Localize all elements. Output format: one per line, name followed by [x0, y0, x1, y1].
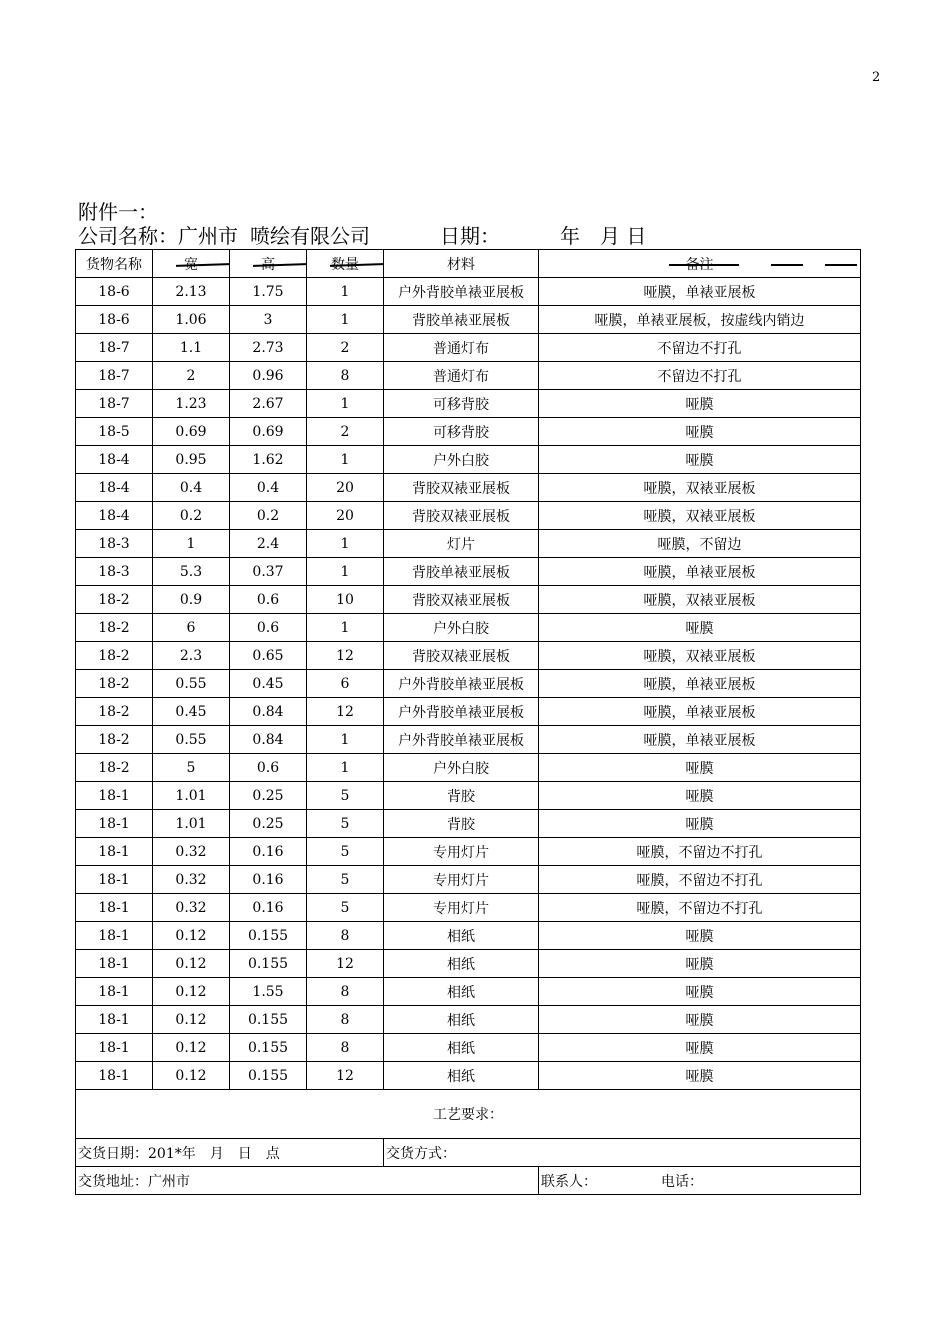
cell-qty: 10 [307, 586, 384, 614]
cell-width: 0.12 [153, 1006, 230, 1034]
cell-height: 0.155 [230, 1062, 307, 1090]
cell-width: 5 [153, 754, 230, 782]
cell-width: 0.95 [153, 446, 230, 474]
cell-height: 0.16 [230, 894, 307, 922]
cell-name: 18-1 [76, 978, 153, 1006]
cell-name: 18-4 [76, 446, 153, 474]
delivery-row [76, 1139, 861, 1167]
cell-remark: 哑膜 [539, 978, 861, 1006]
table-row [76, 894, 861, 922]
cell-qty: 8 [307, 1006, 384, 1034]
cell-remark: 哑膜，单裱亚展板 [539, 726, 861, 754]
cell-material: 相纸 [384, 922, 539, 950]
cell-qty: 12 [307, 950, 384, 978]
cell-qty: 8 [307, 978, 384, 1006]
cell-material: 户外背胶单裱亚展板 [384, 278, 539, 306]
cell-name: 18-1 [76, 1034, 153, 1062]
cell-height: 0.84 [230, 726, 307, 754]
table-row [76, 390, 861, 418]
cell-material: 户外背胶单裱亚展板 [384, 670, 539, 698]
table-row [76, 1034, 861, 1062]
table-row [76, 670, 861, 698]
cell-width: 0.12 [153, 950, 230, 978]
company-label: 公司名称：广州市 [78, 224, 238, 248]
cell-remark: 哑膜 [539, 1006, 861, 1034]
table-row [76, 978, 861, 1006]
table-row [76, 334, 861, 362]
cell-material: 户外背胶单裱亚展板 [384, 698, 539, 726]
table-row [76, 278, 861, 306]
delivery-method: 交货方式： [384, 1139, 861, 1167]
table-row [76, 838, 861, 866]
cell-remark: 哑膜 [539, 390, 861, 418]
cell-material: 背胶单裱亚展板 [384, 306, 539, 334]
cell-remark: 哑膜 [539, 950, 861, 978]
table-row [76, 754, 861, 782]
cell-qty: 1 [307, 558, 384, 586]
cell-qty: 8 [307, 362, 384, 390]
cell-material: 户外背胶单裱亚展板 [384, 726, 539, 754]
cell-material: 专用灯片 [384, 866, 539, 894]
cell-width: 1 [153, 530, 230, 558]
cell-name: 18-3 [76, 530, 153, 558]
cell-name: 18-1 [76, 1006, 153, 1034]
cell-height: 2.73 [230, 334, 307, 362]
cell-width: 0.12 [153, 1034, 230, 1062]
cell-remark: 哑膜 [539, 810, 861, 838]
cell-remark: 哑膜，双裱亚展板 [539, 474, 861, 502]
table-row [76, 866, 861, 894]
cell-material: 可移背胶 [384, 418, 539, 446]
col-header-material: 材料 [384, 250, 539, 278]
table-row [76, 446, 861, 474]
cell-height: 0.96 [230, 362, 307, 390]
table-row [76, 530, 861, 558]
cell-qty: 2 [307, 334, 384, 362]
date-month: 月 [600, 224, 620, 248]
cell-height: 0.65 [230, 642, 307, 670]
table-row [76, 586, 861, 614]
cell-qty: 12 [307, 642, 384, 670]
table-row [76, 362, 861, 390]
process-requirement-row [76, 1090, 861, 1139]
cell-material: 相纸 [384, 1062, 539, 1090]
cell-material: 普通灯布 [384, 334, 539, 362]
cell-qty: 5 [307, 782, 384, 810]
cell-material: 相纸 [384, 978, 539, 1006]
col-header-qty: 数量 [307, 250, 384, 278]
cell-height: 1.62 [230, 446, 307, 474]
cell-name: 18-4 [76, 474, 153, 502]
table-header [76, 250, 861, 278]
cell-remark: 哑膜，单裱亚展板 [539, 670, 861, 698]
company-name: 喷绘有限公司 [250, 224, 370, 248]
cell-name: 18-6 [76, 306, 153, 334]
cell-remark: 哑膜 [539, 614, 861, 642]
cell-width: 1.1 [153, 334, 230, 362]
cell-remark: 哑膜，双裱亚展板 [539, 586, 861, 614]
table-row [76, 698, 861, 726]
process-requirement: 工艺要求： [76, 1090, 861, 1139]
cell-qty: 1 [307, 530, 384, 558]
cell-remark: 哑膜，不留边不打孔 [539, 838, 861, 866]
cell-height: 0.25 [230, 782, 307, 810]
cell-material: 相纸 [384, 1006, 539, 1034]
cell-name: 18-1 [76, 950, 153, 978]
col-header-width: 宽 [153, 250, 230, 278]
delivery-address: 交货地址：广州市 [76, 1167, 539, 1195]
cell-width: 0.12 [153, 1062, 230, 1090]
cell-material: 背胶双裱亚展板 [384, 642, 539, 670]
cell-remark: 哑膜，双裱亚展板 [539, 642, 861, 670]
cell-name: 18-7 [76, 390, 153, 418]
cell-name: 18-1 [76, 838, 153, 866]
table-row [76, 474, 861, 502]
cell-remark: 哑膜，单裱亚展板 [539, 278, 861, 306]
cell-remark: 哑膜 [539, 1034, 861, 1062]
cell-qty: 12 [307, 698, 384, 726]
cell-qty: 2 [307, 418, 384, 446]
contact-label: 联系人： [541, 1173, 597, 1190]
cell-material: 专用灯片 [384, 838, 539, 866]
cell-height: 0.6 [230, 754, 307, 782]
cell-name: 18-1 [76, 894, 153, 922]
cell-width: 0.45 [153, 698, 230, 726]
cell-height: 0.6 [230, 586, 307, 614]
cell-qty: 12 [307, 1062, 384, 1090]
cell-qty: 20 [307, 502, 384, 530]
cell-height: 3 [230, 306, 307, 334]
cell-height: 0.155 [230, 1006, 307, 1034]
cell-material: 普通灯布 [384, 362, 539, 390]
cell-height: 0.16 [230, 866, 307, 894]
cell-width: 0.55 [153, 726, 230, 754]
cell-qty: 8 [307, 922, 384, 950]
cell-name: 18-7 [76, 334, 153, 362]
date-day: 日 [626, 224, 647, 248]
cell-width: 2.3 [153, 642, 230, 670]
cell-width: 0.2 [153, 502, 230, 530]
cell-material: 背胶 [384, 810, 539, 838]
cell-width: 0.9 [153, 586, 230, 614]
cell-remark: 哑膜 [539, 754, 861, 782]
cell-remark: 哑膜，不留边不打孔 [539, 866, 861, 894]
cell-qty: 5 [307, 894, 384, 922]
cell-material: 户外白胶 [384, 446, 539, 474]
cell-height: 0.37 [230, 558, 307, 586]
cell-name: 18-2 [76, 698, 153, 726]
cell-width: 2 [153, 362, 230, 390]
cell-name: 18-2 [76, 754, 153, 782]
cell-material: 背胶双裱亚展板 [384, 586, 539, 614]
cell-name: 18-3 [76, 558, 153, 586]
cell-height: 0.4 [230, 474, 307, 502]
cell-material: 专用灯片 [384, 894, 539, 922]
cell-height: 0.69 [230, 418, 307, 446]
table-row [76, 950, 861, 978]
cell-width: 6 [153, 614, 230, 642]
table-row [76, 306, 861, 334]
table-row [76, 782, 861, 810]
cell-material: 户外白胶 [384, 754, 539, 782]
cell-material: 灯片 [384, 530, 539, 558]
cell-height: 0.155 [230, 950, 307, 978]
cell-remark: 哑膜，不留边 [539, 530, 861, 558]
contact-cell [539, 1167, 861, 1195]
company-line [78, 224, 646, 248]
cell-height: 2.67 [230, 390, 307, 418]
cell-remark: 哑膜 [539, 922, 861, 950]
cell-remark: 哑膜 [539, 782, 861, 810]
cell-remark: 哑膜 [539, 418, 861, 446]
cell-width: 0.55 [153, 670, 230, 698]
table-row [76, 1062, 861, 1090]
cell-name: 18-6 [76, 278, 153, 306]
cell-width: 0.12 [153, 922, 230, 950]
cell-height: 0.6 [230, 614, 307, 642]
cell-height: 0.45 [230, 670, 307, 698]
cell-qty: 1 [307, 446, 384, 474]
cell-height: 2.4 [230, 530, 307, 558]
cell-remark: 哑膜 [539, 1062, 861, 1090]
cell-material: 背胶双裱亚展板 [384, 502, 539, 530]
table-row [76, 558, 861, 586]
cell-qty: 1 [307, 306, 384, 334]
cell-qty: 1 [307, 390, 384, 418]
cell-width: 0.4 [153, 474, 230, 502]
table-row [76, 922, 861, 950]
date-year: 年 [560, 224, 580, 248]
cell-qty: 20 [307, 474, 384, 502]
cell-material: 户外白胶 [384, 614, 539, 642]
cell-material: 相纸 [384, 1034, 539, 1062]
table-row [76, 642, 861, 670]
cell-height: 0.16 [230, 838, 307, 866]
cell-remark: 哑膜，双裱亚展板 [539, 502, 861, 530]
cell-qty: 1 [307, 278, 384, 306]
cell-remark: 哑膜 [539, 446, 861, 474]
cell-qty: 8 [307, 1034, 384, 1062]
cell-width: 1.23 [153, 390, 230, 418]
cell-remark: 哑膜，不留边不打孔 [539, 894, 861, 922]
cell-name: 18-2 [76, 586, 153, 614]
phone-label: 电话： [661, 1173, 703, 1190]
order-table [75, 249, 861, 1195]
cell-name: 18-1 [76, 782, 153, 810]
cell-height: 0.25 [230, 810, 307, 838]
cell-remark: 哑膜，单裱亚展板 [539, 558, 861, 586]
cell-width: 5.3 [153, 558, 230, 586]
cell-name: 18-1 [76, 866, 153, 894]
cell-width: 1.06 [153, 306, 230, 334]
cell-name: 18-4 [76, 502, 153, 530]
cell-material: 背胶单裱亚展板 [384, 558, 539, 586]
cell-name: 18-2 [76, 642, 153, 670]
cell-remark: 哑膜，单裱亚展板 [539, 698, 861, 726]
date-label: 日期： [440, 224, 500, 248]
attachment-title: 附件一： [78, 200, 158, 224]
cell-name: 18-1 [76, 810, 153, 838]
cell-material: 背胶双裱亚展板 [384, 474, 539, 502]
table-row [76, 614, 861, 642]
cell-qty: 1 [307, 726, 384, 754]
cell-name: 18-2 [76, 670, 153, 698]
cell-qty: 1 [307, 754, 384, 782]
cell-remark: 哑膜，单裱亚展板，按虚线内销边 [539, 306, 861, 334]
cell-height: 1.55 [230, 978, 307, 1006]
table-row [76, 1006, 861, 1034]
table-row [76, 502, 861, 530]
cell-height: 0.155 [230, 922, 307, 950]
cell-height: 0.2 [230, 502, 307, 530]
cell-name: 18-2 [76, 726, 153, 754]
cell-name: 18-1 [76, 1062, 153, 1090]
cell-height: 0.155 [230, 1034, 307, 1062]
cell-material: 可移背胶 [384, 390, 539, 418]
cell-material: 相纸 [384, 950, 539, 978]
cell-width: 2.13 [153, 278, 230, 306]
cell-width: 1.01 [153, 810, 230, 838]
page-number: 2 [872, 70, 881, 85]
table-row [76, 810, 861, 838]
cell-height: 1.75 [230, 278, 307, 306]
cell-width: 0.12 [153, 978, 230, 1006]
col-header-name: 货物名称 [76, 250, 153, 278]
cell-name: 18-7 [76, 362, 153, 390]
address-row [76, 1167, 861, 1195]
cell-qty: 6 [307, 670, 384, 698]
cell-remark: 不留边不打孔 [539, 334, 861, 362]
table-row [76, 418, 861, 446]
cell-material: 背胶 [384, 782, 539, 810]
col-header-remark: 备注 [539, 250, 861, 278]
cell-name: 18-2 [76, 614, 153, 642]
cell-height: 0.84 [230, 698, 307, 726]
cell-qty: 5 [307, 866, 384, 894]
cell-width: 0.32 [153, 838, 230, 866]
cell-width: 0.32 [153, 894, 230, 922]
table-row [76, 726, 861, 754]
cell-width: 0.32 [153, 866, 230, 894]
delivery-date: 交货日期：201*年 月 日 点 [76, 1139, 384, 1167]
cell-remark: 不留边不打孔 [539, 362, 861, 390]
cell-width: 0.69 [153, 418, 230, 446]
cell-qty: 5 [307, 810, 384, 838]
cell-name: 18-1 [76, 922, 153, 950]
cell-width: 1.01 [153, 782, 230, 810]
cell-name: 18-5 [76, 418, 153, 446]
col-header-height: 高 [230, 250, 307, 278]
cell-qty: 5 [307, 838, 384, 866]
cell-qty: 1 [307, 614, 384, 642]
